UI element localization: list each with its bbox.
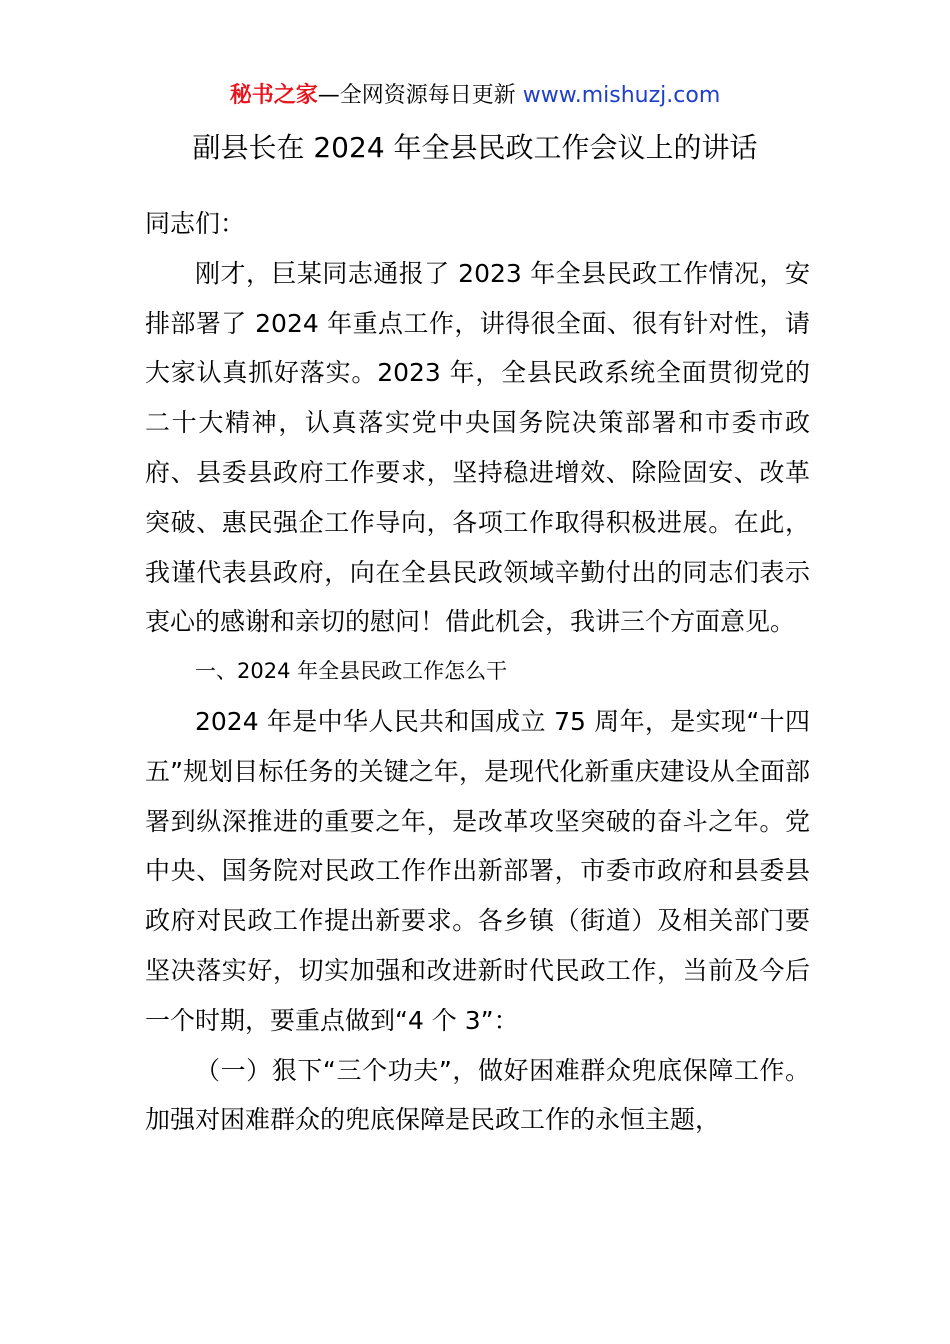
document-body [145, 199, 810, 1145]
salutation: 同志们： [145, 209, 246, 238]
header-tagline: —全网资源每日更新 [317, 83, 523, 108]
section-heading-1: 一、2024 年全县民政工作怎么干 [195, 659, 508, 684]
document-title: 副县长在 2024 年全县民政工作会议上的讲话 [192, 131, 758, 164]
site-header [0, 80, 950, 112]
site-link[interactable]: www.mishuzj.com [522, 83, 721, 108]
brand-name: 秘书之家 [229, 83, 318, 108]
paragraph-subsection-1: （一）狠下“三个功夫”，做好困难群众兜底保障工作。加强对困难群众的兜底保障是民政工作的永恒主题， [145, 1055, 810, 1135]
paragraph-2024: 2024 年是中华人民共和国成立 75 周年，是实现“十四五”规划目标任务的关键之年，是现代化新重庆建设从全面部署到纵深推进的重要之年，是改革攻坚突破的奋斗之年。党中央、国务院对民政工作作出新部署，市委市政府和县委县政府对民政工作提出新要求。各乡镇（街道）及相关部门要坚决落实好，切实加强和改进新时代民政工作，当前及今后一个时期，要重点做到“4 个 3”： [145, 706, 810, 1035]
paragraph-intro: 刚才，巨某同志通报了 2023 年全县民政工作情况，安排部署了 2024 年重点工作，讲得很全面、很有针对性，请大家认真抓好落实。2023 年，全县民政系统全面贯彻党的二十大精神，认真落实党中央国务院决策部署和市委市政府、县委县政府工作要求，坚持稳进增效、除险固安、改革突破、惠民强企工作导向，各项工作取得积极进展。在此，我谨代表县政府，向在全县民政领域辛勤付出的同志们表示衷心的感谢和亲切的慰问！借此机会，我讲三个方面意见。 [145, 258, 810, 637]
